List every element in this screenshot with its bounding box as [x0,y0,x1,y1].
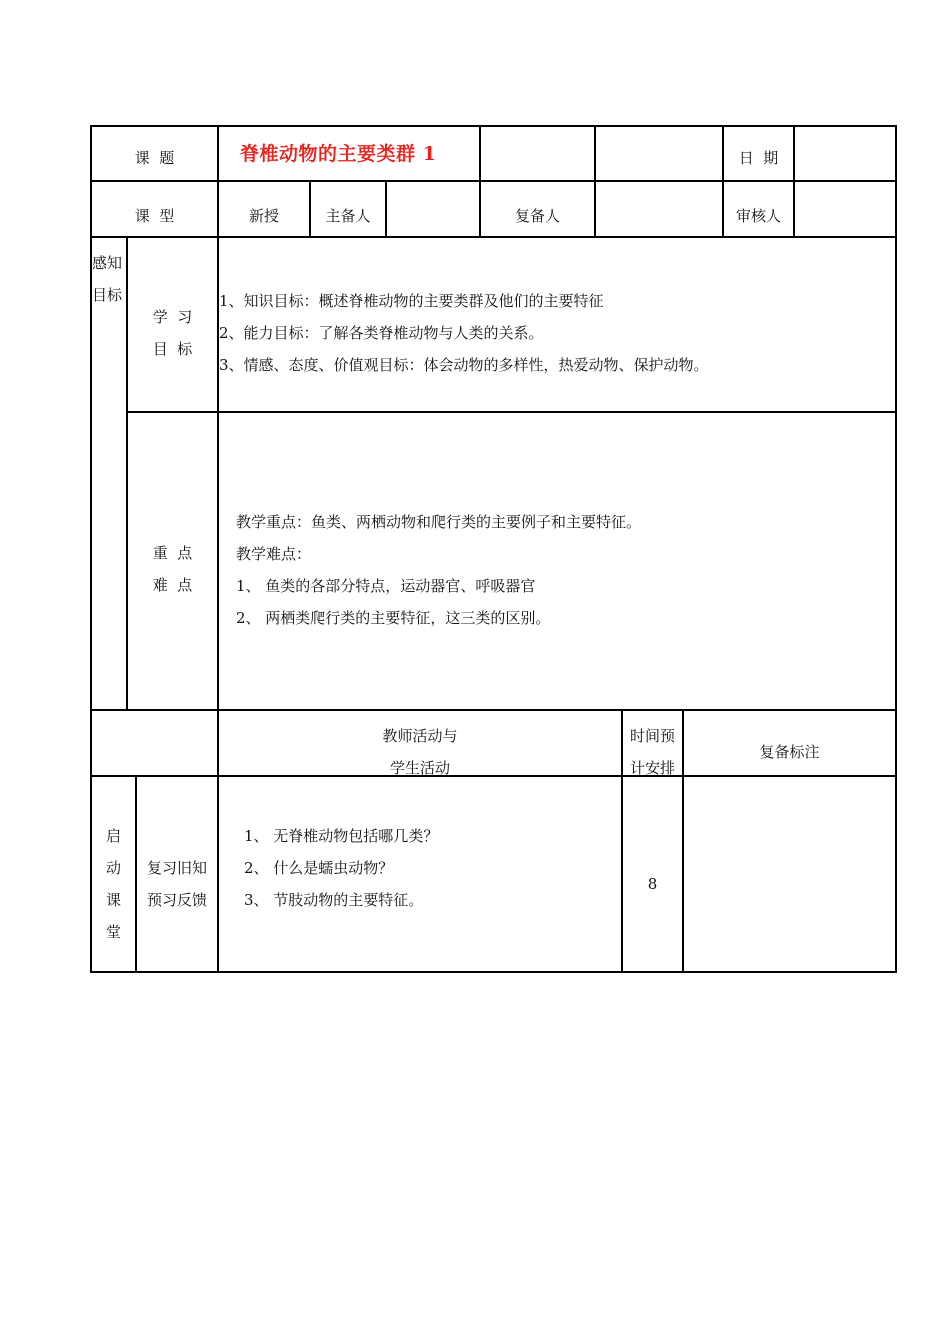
col-divider [385,180,387,238]
review-notes-header: 复备标注 [759,743,820,761]
approver-label: 审核人 [735,207,781,225]
topic-title: 脊椎动物的主要类群 1 [240,143,437,165]
learning-goals-label: 学 习 [152,308,193,326]
section-label-perception: 感知 [92,254,123,272]
key-point-line: 1、 鱼类的各部分特点，运动器官、呼吸器官 [236,577,536,595]
key-point-line: 2、 两栖类爬行类的主要特征，这三类的区别。 [236,609,551,627]
learning-goals-label: 目 标 [152,340,193,358]
review-question: 1、 无脊椎动物包括哪几类？ [244,827,439,845]
opening-section-char: 课 [105,891,121,909]
opening-section-char: 启 [105,827,121,845]
section-label-goals: 目标 [92,286,123,304]
goal-item: 2、能力目标：了解各类脊椎动物与人类的关系。 [219,324,544,342]
key-points-label: 重 点 [152,544,193,562]
time-plan-header: 计安排 [629,759,675,777]
time-minutes: 8 [647,875,658,893]
main-preparer-label: 主备人 [325,207,371,225]
review-question: 3、 节肢动物的主要特征。 [244,891,424,909]
opening-section-char: 动 [105,859,121,877]
row-divider [90,180,897,182]
goal-item: 3、情感、态度、价值观目标：体会动物的多样性，热爱动物、保护动物。 [219,356,709,374]
key-points-label: 难 点 [152,576,193,594]
type-label: 课 型 [134,207,175,225]
topic-label: 课 题 [134,149,175,167]
col-divider [621,775,623,973]
col-divider [594,125,596,238]
goal-item: 1、知识目标：概述脊椎动物的主要类群及他们的主要特征 [219,292,604,310]
review-question: 2、 什么是蠕虫动物？ [244,859,394,877]
row-divider [127,411,897,413]
review-preview-label: 复习旧知 [146,859,207,877]
col-divider [682,775,684,973]
row-divider [90,709,897,711]
type-value: 新授 [248,207,279,225]
teacher-activity-header: 学生活动 [389,759,450,777]
date-label: 日 期 [738,149,779,167]
teacher-activity-header: 教师活动与 [382,727,458,745]
reviewer-label: 复备人 [514,207,560,225]
border-left [90,125,92,973]
key-point-line: 教学重点：鱼类、两栖动物和爬行类的主要例子和主要特征。 [236,513,642,531]
review-preview-label: 预习反馈 [146,891,207,909]
col-divider [217,775,219,973]
row-divider [90,236,897,238]
col-divider [793,125,795,238]
key-point-line: 教学难点： [236,545,312,563]
opening-section-char: 堂 [105,923,121,941]
border-top [90,125,897,127]
border-right [895,125,897,973]
border-bottom [90,971,897,973]
time-plan-header: 时间预 [629,727,675,745]
